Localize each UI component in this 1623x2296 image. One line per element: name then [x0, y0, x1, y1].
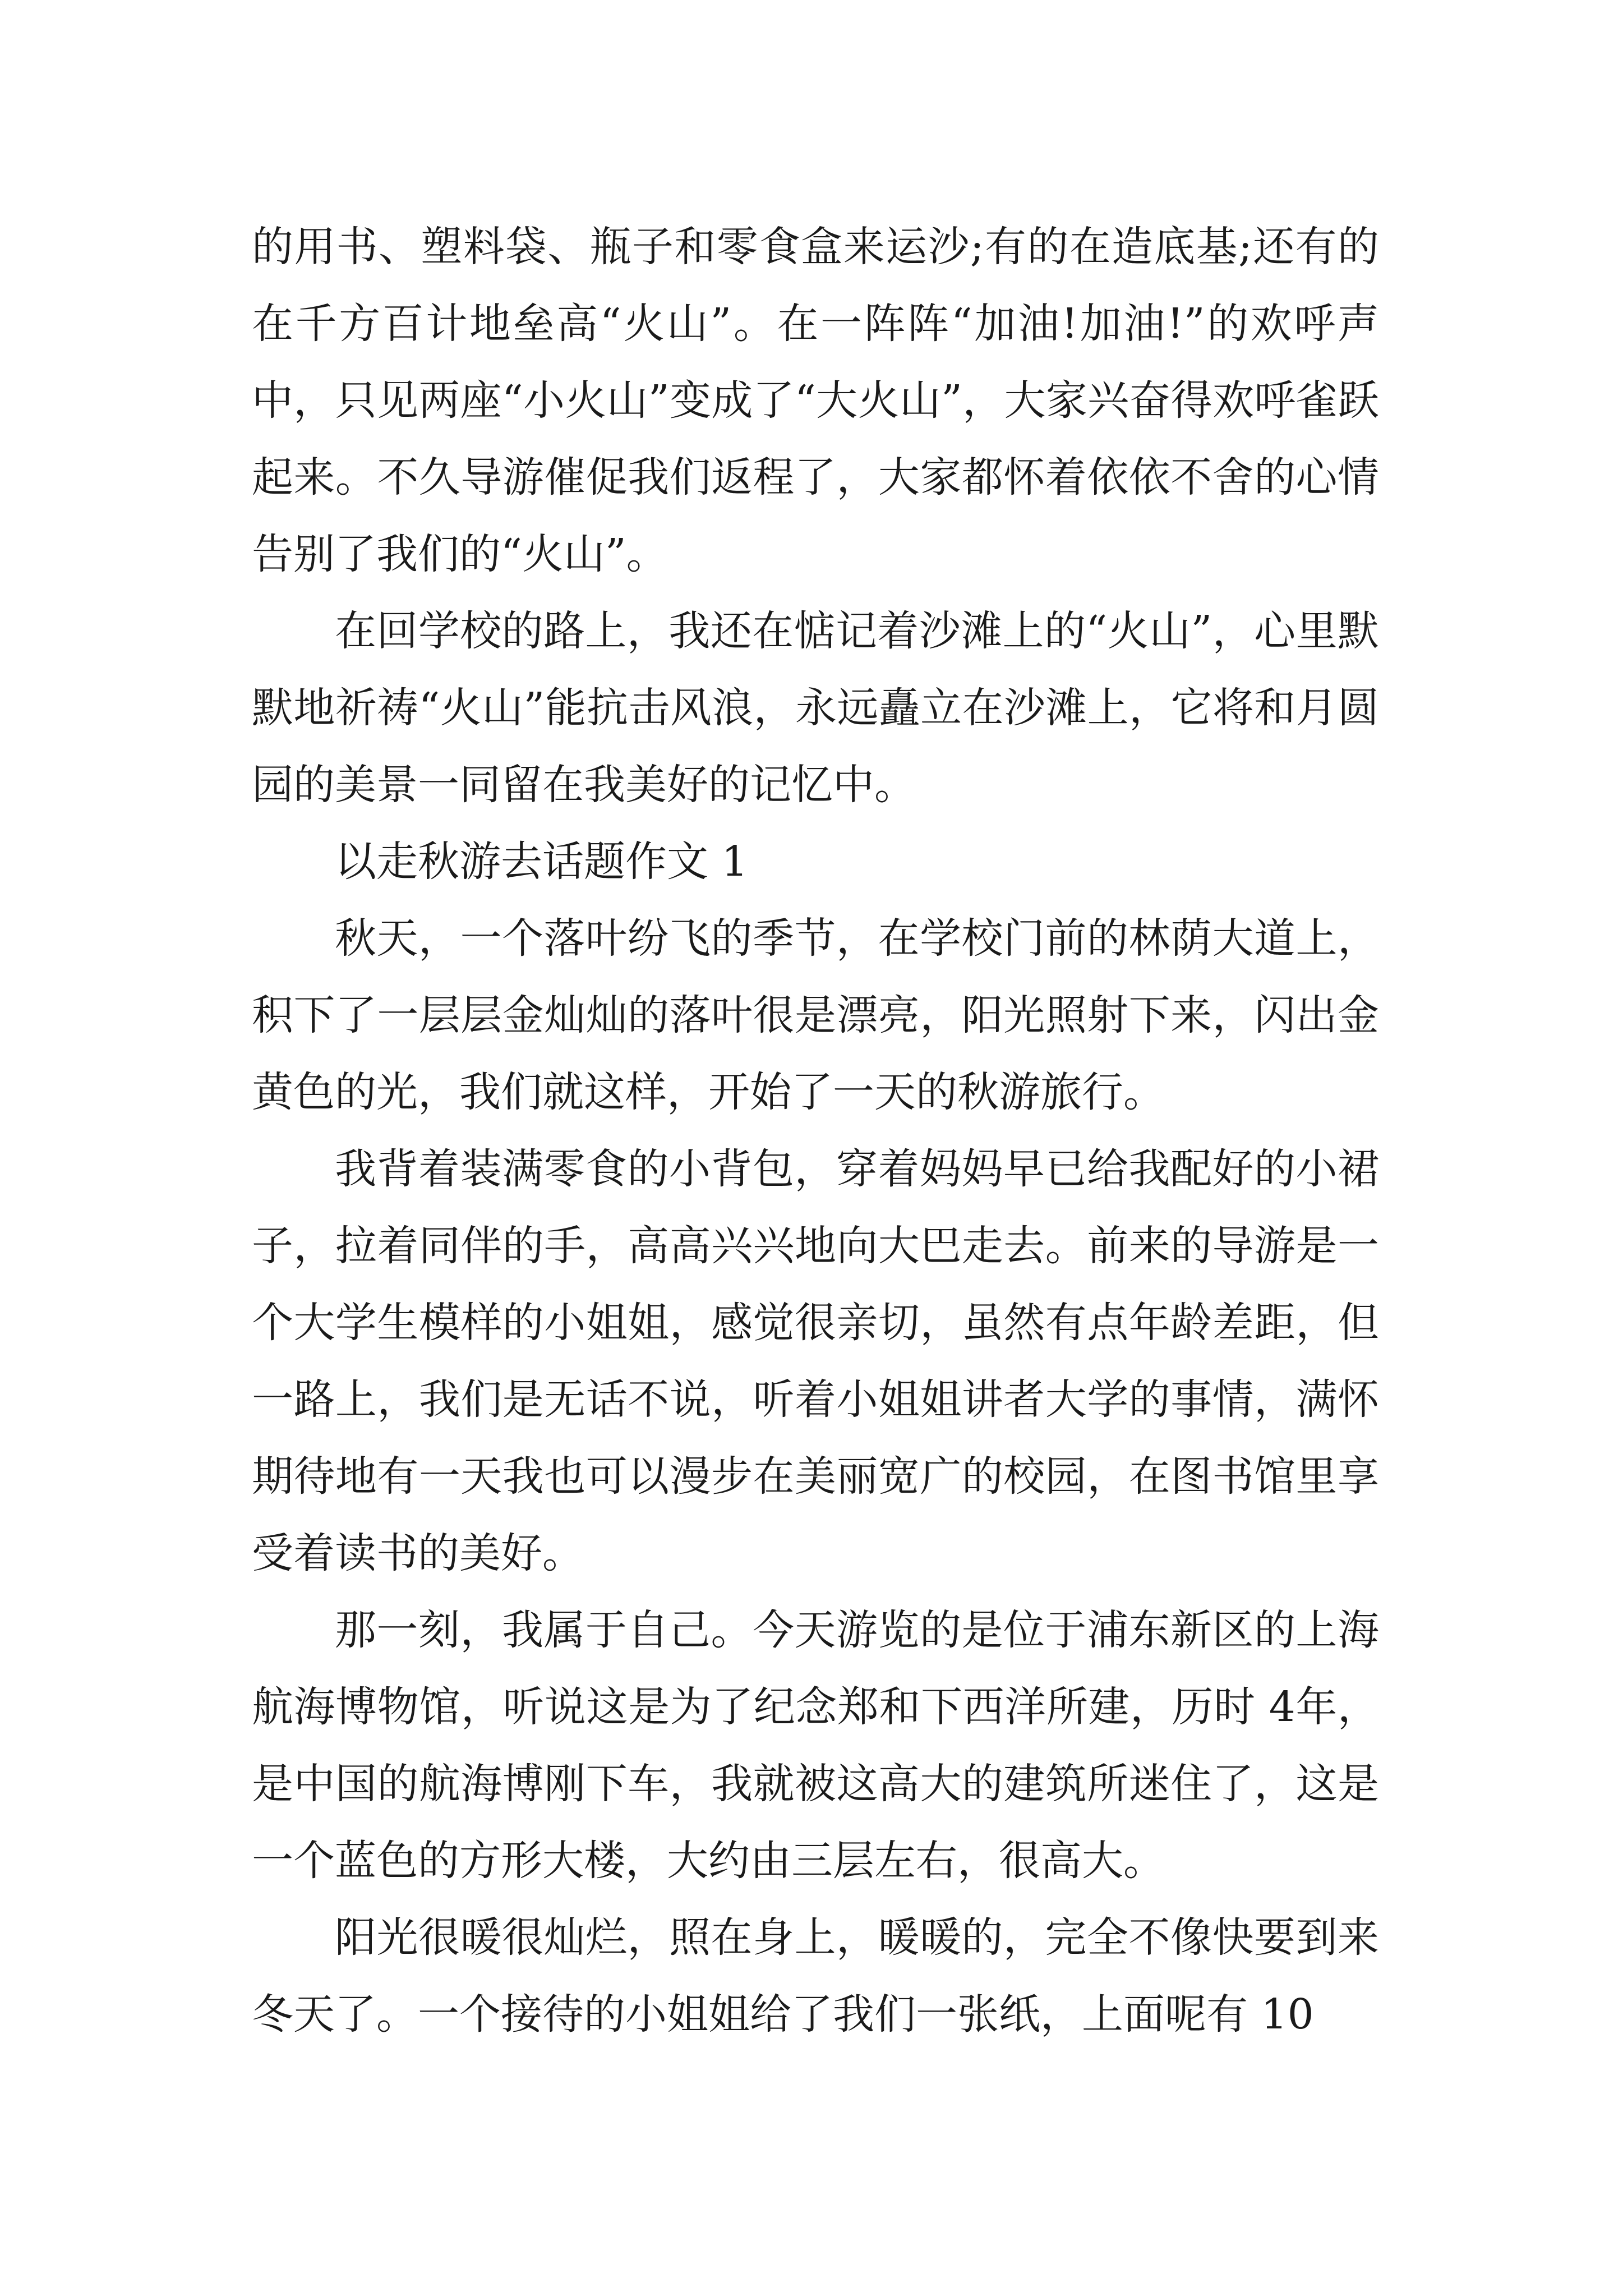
document-body [252, 209, 1379, 2053]
paragraph: 阳光很暖很灿烂，照在身上，暖暖的，完全不像快要到来冬天了。一个接待的小姐姐给了我们一张纸，上面呢有 10 [252, 1913, 1379, 2039]
paragraph-continuation: 的用书、塑料袋、瓶子和零食盒来运沙;有的在造底基;还有的在千方百计地垒高“火山”。在一阵阵“加油!加油!”的欢呼声中，只见两座“小火山”变成了“大火山”，大家兴奋得欢呼雀跃起来。不久导游催促我们返程了，大家都怀着依依不舍的心情告别了我们的“火山”。 [252, 223, 1379, 578]
paragraph: 我背着装满零食的小背包，穿着妈妈早已给我配好的小裙子，拉着同伴的手，高高兴兴地向大巴走去。前来的导游是一个大学生模样的小姐姐，感觉很亲切，虽然有点年龄差距，但一路上，我们是无话不说，听着小姐姐讲者大学的事情，满怀期待地有一天我也可以漫步在美丽宽广的校园，在图书馆里享受着读书的美好。 [252, 1145, 1379, 1577]
section-heading: 以走秋游去话题作文 1 [335, 838, 748, 886]
paragraph: 在回学校的路上，我还在惦记着沙滩上的“火山”，心里默默地祈祷“火山”能抗击风浪，永远矗立在沙滩上，它将和月圆园的美景一同留在我美好的记忆中。 [252, 607, 1379, 809]
paragraph: 秋天，一个落叶纷飞的季节，在学校门前的林荫大道上，积下了一层层金灿灿的落叶很是漂亮，阳光照射下来，闪出金黄色的光，我们就这样，开始了一天的秋游旅行。 [252, 914, 1379, 1116]
paragraph: 那一刻，我属于自己。今天游览的是位于浦东新区的上海航海博物馆，听说这是为了纪念郑和下西洋所建，历时 4年，是中国的航海博刚下车，我就被这高大的建筑所迷住了，这是一个蓝色的方形大楼，大约由三层左右，很高大。 [252, 1606, 1379, 1885]
